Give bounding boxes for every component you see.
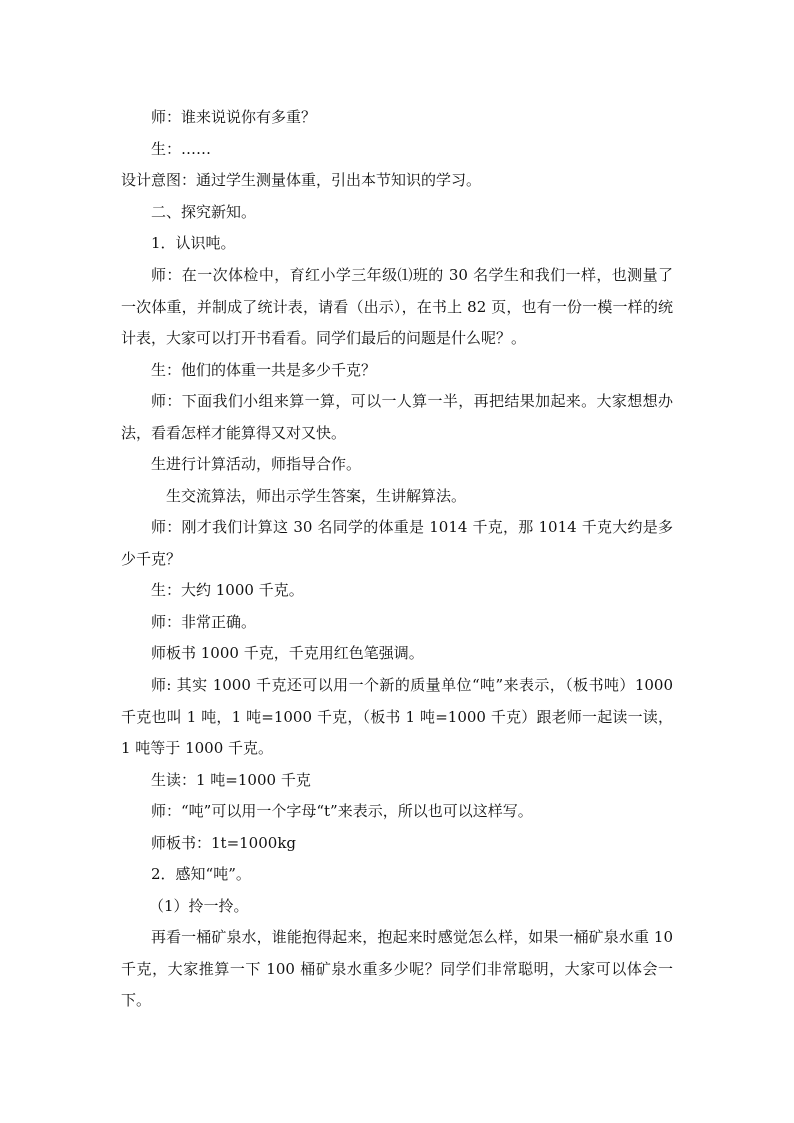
paragraph-teacher-checkup: 师：在一次体检中，育红小学三年级⑴班的 30 名学生和我们一样，也测量了一次体重，并制成了统计表，请看（出示），在书上 82 页，也有一份一模一样的统计表，大家可以打开书看看。同学们最后的问题是什么呢？。 [121,266,673,347]
paragraph-teacher-board: 师板书 1000 千克，千克用红色笔强调。 [151,644,424,662]
subheading-know-ton: 1．认识吨。 [151,234,236,252]
paragraph-design-intent: 设计意图：通过学生测量体重，引出本节知识的学习。 [121,171,482,189]
paragraph-teacher-estimate: 师：刚才我们计算这 30 名同学的体重是 1014 千克，那 1014 千克大约是多少千克？ [121,518,673,568]
paragraph-student-activity: 生进行计算活动，师指导合作。 [151,455,362,473]
paragraph-student-reply: 生：…… [151,140,212,158]
paragraph-student-about: 生：大约 1000 千克。 [151,581,304,599]
paragraph-teacher-correct: 师：非常正确。 [151,613,257,631]
paragraph-water-bucket: 再看一桶矿泉水，谁能抱得起来，抱起来时感觉怎么样，如果一桶矿泉水重 10 千克，大家推算一下 100 桶矿泉水重多少呢？同学们非常聪明，大家可以体会一下。 [121,928,673,1009]
paragraph-teacher-letter-t: 师：“吨”可以用一个字母“t”来表示，所以也可以这样写。 [151,802,533,820]
paragraph-student-read: 生读：1 吨=1000 千克 [151,771,311,789]
section-heading-explore: 二、探究新知。 [151,203,257,221]
paragraph-teacher-group: 师：下面我们小组来算一算，可以一人算一半，再把结果加起来。大家想想办法，看看怎样才能算得又对又快。 [121,392,673,442]
subheading-lift: （1）拎一拎。 [149,897,249,915]
paragraph-student-total: 生：他们的体重一共是多少千克？ [151,361,377,379]
subheading-perceive-ton: 2．感知“吨”。 [151,865,251,883]
paragraph-teacher-question: 师：谁来说说你有多重？ [151,108,317,126]
paragraph-student-exchange: 生交流算法，师出示学生答案，生讲解算法。 [166,487,467,505]
paragraph-teacher-ton-unit: 师: 其实 1000 千克还可以用一个新的质量单位“吨”来表示，（板书吨）1000 千克也叫 1 吨，1 吨=1000 千克，（板书 1 吨=1000 千克）跟老师一起读一读，1 吨等于 1000 千克。 [121,676,673,757]
paragraph-teacher-board-t: 师板书：1t=1000kg [151,834,297,852]
